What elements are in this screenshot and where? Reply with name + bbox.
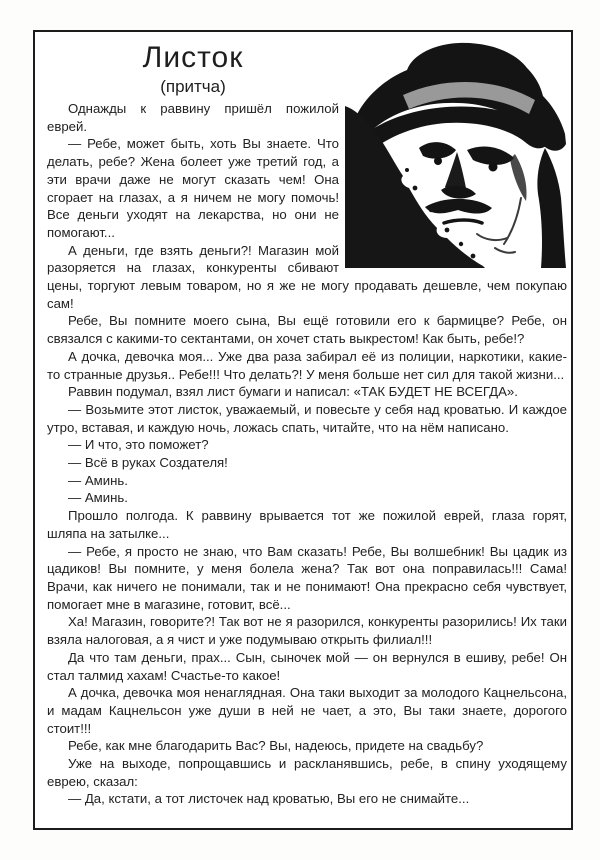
story-paragraph: Однажды к раввину пришёл пожилой еврей.: [47, 101, 339, 134]
story-paragraph: Да что там деньги, прах... Сын, сыночек мой — он вернулся в ешиву, ребе! Он стал талмид хахам! Счастье-то какое!: [47, 649, 567, 683]
story-paragraph: Ребе, Вы помните моего сына, Вы ещё готовили его к бармицве? Ребе, он связался с какими-то сектантами, он хочет стать выкрестом! Как быть, ребе!?: [47, 313, 567, 347]
content-frame: [33, 30, 573, 830]
story-paragraph: — Всё в руках Создателя!: [68, 455, 228, 471]
story-paragraph: — Ребе, может быть, хоть Вы знаете. Что делать, ребе? Жена болеет уже третий год, а эти врачи даже не могут сказать чем! Она сгорает на глазах, а я ничем не могу помочь! Все деньги уходят на лекарства, но они не помогают...: [47, 136, 339, 240]
story-paragraph: Уже на выходе, попрощавшись и раскланявшись, ребе, в спину уходящему еврею, сказал:: [47, 756, 567, 789]
story-paragraph: — Возьмите этот листок, уважаемый, и повесьте у себя над кроватью. И каждое утро, вставая, и каждую ночь, ложась спать, читайте, что на нём написано.: [47, 401, 567, 435]
story-paragraph: Прошло полгода. К раввину врывается тот же пожилой еврей, глаза горят, шляпа на затылке...: [47, 508, 567, 541]
story-paragraph: А дочка, девочка моя... Уже два раза забирал её из полиции, наркотики, какие-то странные друзья.. Ребе!!! Что делать?! У меня больше нет сил для такой жизни...: [47, 348, 567, 382]
page-subtitle: (притча): [160, 77, 226, 96]
rabbi-portrait-icon: [345, 38, 567, 268]
story-paragraph: Ребе, как мне благодарить Вас? Вы, надеюсь, придете на свадьбу?: [68, 738, 484, 754]
story-paragraph: — Аминь.: [68, 472, 128, 488]
story-paragraph: Ха! Магазин, говорите?! Так вот не я разорился, конкуренты разорились! Их таки взяла налоговая, а я чист и уже подумываю открыть филиал!!!: [47, 614, 567, 648]
story-paragraph: Раввин подумал, взял лист бумаги и написал: «ТАК БУДЕТ НЕ ВСЕГДА».: [68, 384, 518, 400]
story-paragraph: — Да, кстати, а тот листочек над кроватью, Вы его не снимайте...: [68, 791, 470, 807]
story-paragraph: А деньги, где взять деньги?! Магазин мой разоряется на глазах, конкуренты сбивают цены, торгуют левым товаром, но я же не могу продавать дешевле, чем покупаю сам!: [47, 242, 567, 311]
story-paragraph: — Ребе, я просто не знаю, что Вам сказать! Ребе, Вы волшебник! Вы цадик из цадиков! Вы помните, у меня болела жена? Так вот она поправилась!!! Сама! Врачи, как ничего не понимали, так и не понимают! Она прекрасно себя чувствует, помогает мне в магазине, готовит, всё...: [47, 543, 567, 612]
story-paragraph: — Аминь.: [68, 490, 128, 506]
page-title: Листок: [142, 41, 244, 74]
story-paragraph: — И что, это поможет?: [68, 437, 209, 453]
story-paragraph: А дочка, девочка моя ненаглядная. Она таки выходит за молодого Кацнельсона, и мадам Кацнельсон уже души в ней не чает, а это, Вы таки знаете, дорогого стоит!!!: [47, 685, 567, 736]
rabbi-portrait: [345, 38, 567, 268]
